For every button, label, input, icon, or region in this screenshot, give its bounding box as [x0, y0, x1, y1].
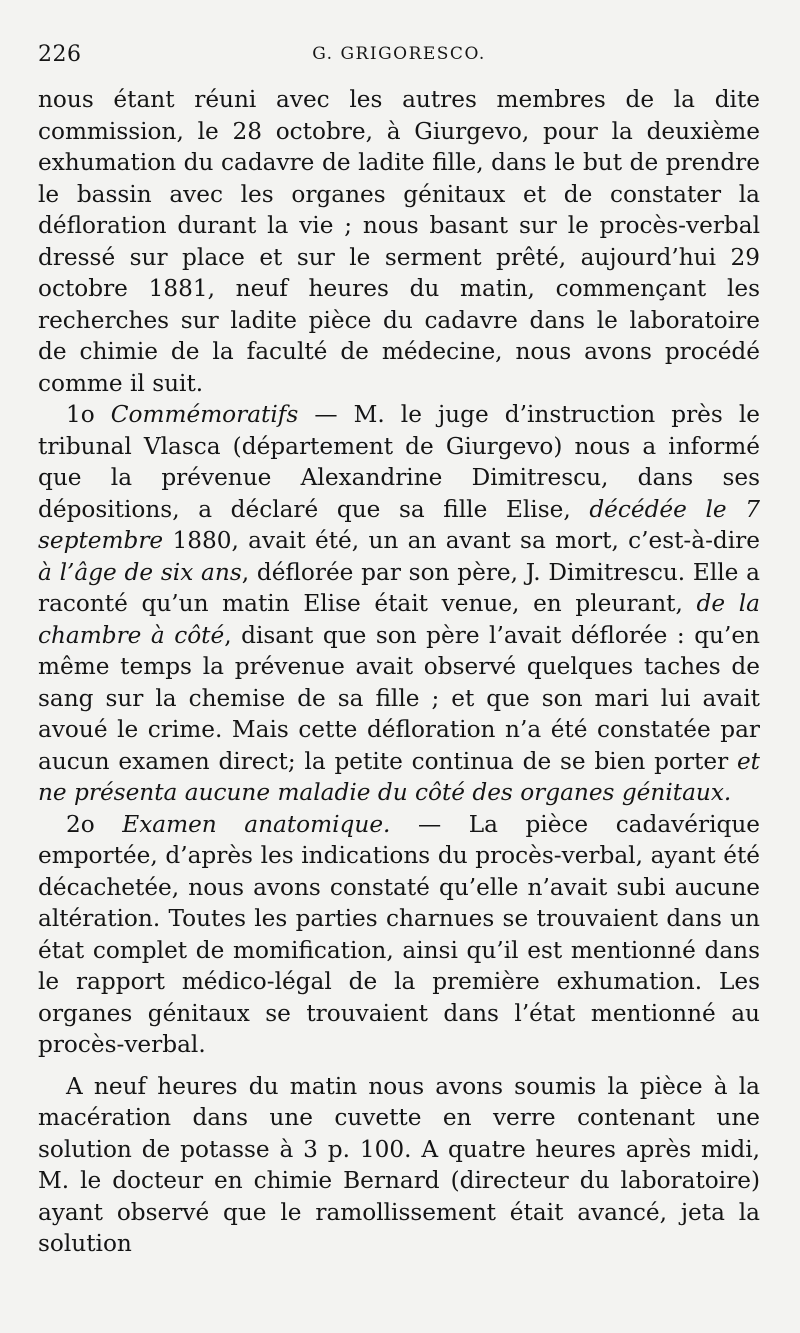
paragraph-2-italic-c: de la chambre à côté — [38, 590, 760, 649]
page-header — [38, 30, 760, 84]
paragraph-2 — [38, 399, 760, 809]
paragraph-gap — [38, 1061, 760, 1071]
paragraph-2-text-c: , déflorée par son père, J. Dimitrescu. Elle a raconté qu’un matin Elise était venue, en pleurant, — [38, 558, 760, 617]
section-dash: — — [390, 810, 469, 838]
paragraph-2-text-a: M. le juge d’instruction près le tribunal Vlasca (département de Giurgevo) nous a informé que la prévenue Alexandrine Dimitrescu, dans ses dépositions, a déclaré que sa fille Elise, — [38, 401, 760, 523]
section-number-2: 2o — [66, 810, 95, 838]
paragraph-2-text-d: , disant que son père l’avait déflorée : qu’en même temps la prévenue avait observé quelques taches de sang sur la chemise de sa fille ; et que son mari lui avait avoué le crime. Mais cette défloration n’a été constatée par aucun examen direct; la petite continua de se bien porter — [38, 621, 760, 775]
paragraph-2-text-b: 1880, avait été, un an avant sa mort, c’est-à-dire — [163, 527, 760, 554]
section-title-examen-anatomique: Examen anatomique. — [122, 810, 391, 838]
paragraph-3-text: La pièce cadavérique emportée, d’après les indications du procès-verbal, ayant été décachetée, nous avons constaté qu’elle n’avait subi aucune altération. Toutes les parties charnues se trouvaient dans un état complet de momification, ainsi qu’il est mentionné dans le rapport médico-légal de la première exhumation. Les organes génitaux se trouvaient dans l’état mentionné au procès-verbal. — [38, 810, 760, 1058]
paragraph-2-italic-d: et ne présenta aucune maladie du côté des organes génitaux. — [38, 747, 760, 806]
paragraph-1: nous étant réuni avec les autres membres de la dite commission, le 28 octobre, à Giurgevo, pour la deuxième exhumation du cadavre de ladite fille, dans le but de prendre le bassin avec les organes génitaux et de constater la défloration durant la vie ; nous basant sur le procès-verbal dressé sur place et sur le serment prêté, aujourd’hui 29 octobre 1881, neuf heures du matin, commençant les recherches sur ladite pièce du cadavre dans le laboratoire de chimie de la faculté de médecine, nous avons procédé comme il suit. — [38, 86, 760, 397]
section-dash: — — [298, 401, 354, 428]
section-number-1: 1o — [66, 401, 95, 428]
paragraph-4: A neuf heures du matin nous avons soumis la pièce à la macération dans une cuvette en verre contenant une solution de potasse à 3 p. 100. A quatre heures après midi, M. le docteur en chimie Bernard (directeur du laboratoire) ayant observé que le ramollissement était avancé, jeta la solution — [38, 1072, 760, 1257]
paragraph-2-italic-a: décédée le 7 septembre — [38, 495, 760, 554]
section-title-commemoratifs: Commémoratifs — [110, 401, 299, 428]
running-head: G. GRIGORESCO. — [312, 44, 486, 64]
body-text — [38, 84, 760, 1260]
page-number: 226 — [38, 42, 82, 67]
paragraph-2-italic-b: à l’âge de six ans — [38, 558, 242, 586]
paragraph-3 — [38, 809, 760, 1061]
